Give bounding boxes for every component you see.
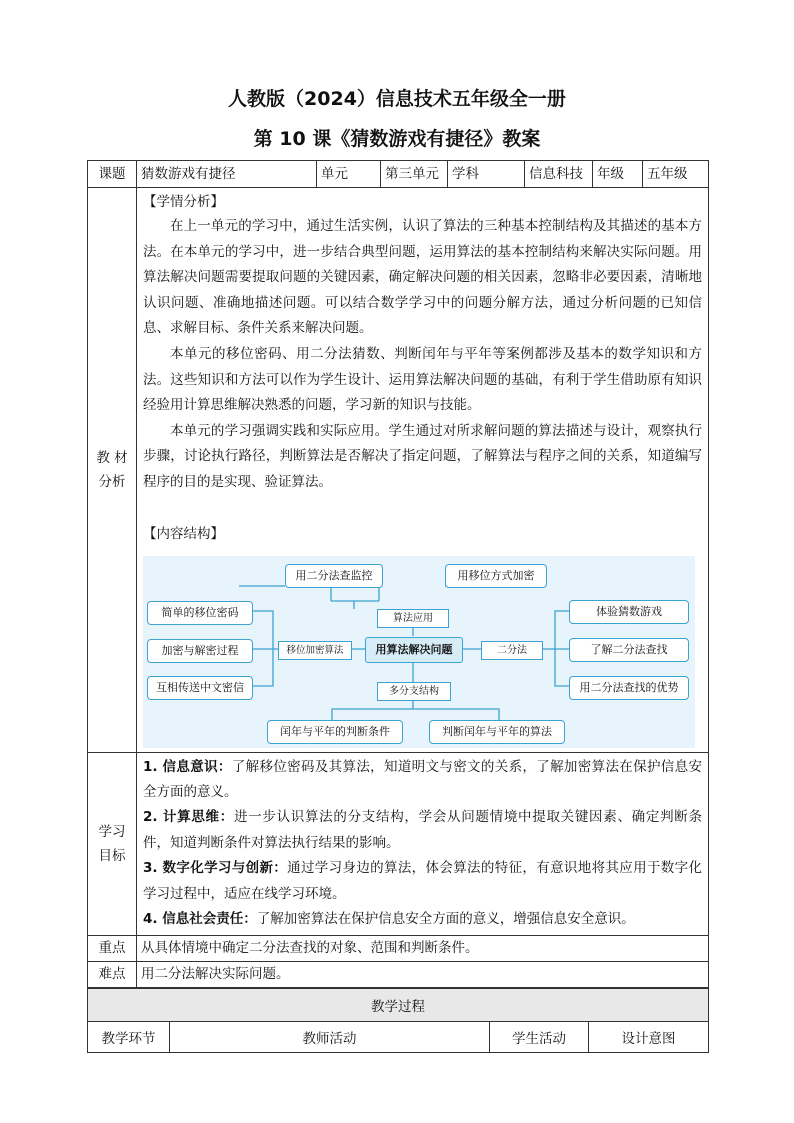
document-title: 人教版（2024）信息技术五年级全一册 [228, 88, 566, 110]
box-bottom-left: 闰年与平年的判断条件 [267, 720, 403, 744]
label-bottom: 多分支结构 [377, 682, 451, 701]
analysis-label-line1: 教 材 [96, 449, 128, 466]
goal-title: 4. 信息社会责任： [143, 910, 257, 927]
analysis-paragraph: 本单元的移位密码、用二分法猜数、判断闰年与平年等案例都涉及基本的数学知识和方法。这些知识和方法可以作为学生设计、运用算法解决问题的基础，有利于学生借助原有知识经验用计算思维解决熟悉的问题，学习新的知识与技能。 [143, 345, 702, 414]
info-row [88, 161, 709, 188]
analysis-content [137, 188, 709, 753]
right-item-3: 用二分法查找的优势 [569, 676, 689, 700]
lesson-title: 第 10 课《猜数游戏有捷径》教案 [253, 128, 541, 150]
goals-label-line1: 学习 [98, 823, 126, 840]
goals-label-line2: 目标 [98, 847, 126, 864]
process-columns-row [88, 1021, 709, 1052]
analysis-label [88, 188, 137, 753]
left-item-2: 加密与解密过程 [147, 639, 253, 663]
analysis-paragraph: 本单元的学习强调实践和实际应用。学生通过对所求解问题的算法描述与设计，观察执行步骤，讨论执行路径，判断算法是否解决了指定问题，了解算法与程序之间的关系，知道编写程序的目的是实现、验证算法。 [143, 422, 702, 490]
unit-value: 第三单元 [381, 161, 448, 188]
left-item-3: 互相传送中文密信 [147, 676, 253, 700]
box-bottom-right: 判断闰年与平年的算法 [429, 720, 565, 744]
subject-label: 学科 [448, 161, 525, 188]
goals-row [88, 752, 709, 935]
process-header: 教学过程 [88, 988, 709, 1021]
label-left-connector: 移位加密算法 [278, 641, 352, 660]
difficulty-row [88, 961, 709, 987]
box-center: 用算法解决问题 [365, 637, 463, 663]
subject-value: 信息科技 [525, 161, 593, 188]
goal-title: 3. 数字化学习与创新： [143, 860, 288, 877]
grade-label: 年级 [593, 161, 643, 188]
process-header-row [88, 988, 709, 1021]
key-point-label: 重点 [88, 935, 137, 961]
lesson-value: 猜数游戏有捷径 [137, 161, 317, 188]
label-app: 算法应用 [377, 609, 449, 628]
goal-item [143, 755, 702, 806]
goal-text: 了解加密算法在保护信息安全方面的意义，增强信息安全意识。 [256, 910, 635, 927]
content-structure-diagram [143, 556, 695, 748]
right-item-2: 了解二分法查找 [569, 638, 689, 662]
box-top-left: 用二分法查监控 [285, 564, 383, 588]
analysis-paragraph: 在上一单元的学习中，通过生活实例，认识了算法的三种基本控制结构及其描述的基本方法。在本单元的学习中，进一步结合典型问题，运用算法的基本控制结构来解决实际问题。用算法解决问题需要提取问题的关键因素，确定解决问题的相关因素，忽略非必要因素，清晰地认识问题、准确地描述问题。可以结合数学学习中的问题分解方法，通过分析问题的已知信息、求解目标、条件关系来解决问题。 [143, 218, 702, 337]
lesson-label: 课题 [88, 161, 137, 188]
difficulty-text: 用二分法解决实际问题。 [137, 961, 709, 987]
unit-label: 单元 [317, 161, 381, 188]
box-top-right: 用移位方式加密 [445, 564, 547, 588]
goals-content [137, 752, 709, 935]
goal-text: 通过学习身边的算法，体会算法的特征，有意识地将其应用于数字化学习过程中，适应在线学习环境。 [143, 860, 702, 902]
goals-label [88, 752, 137, 935]
label-right-connector: 二分法 [481, 641, 543, 660]
goal-title: 1. 信息意识： [143, 758, 232, 775]
content-structure-heading: 【内容结构】 [143, 525, 224, 542]
key-point-row [88, 935, 709, 961]
left-item-1: 简单的移位密码 [147, 601, 253, 625]
goal-item [143, 907, 702, 932]
column-header: 设计意图 [589, 1021, 709, 1052]
column-header: 教师活动 [170, 1021, 490, 1052]
goal-text: 进一步认识算法的分支结构，学会从问题情境中提取关键因素、确定判断条件，知道判断条件对算法执行结果的影响。 [143, 809, 702, 851]
right-item-1: 体验猜数游戏 [569, 600, 689, 624]
difficulty-label: 难点 [88, 961, 137, 987]
column-header: 学生活动 [490, 1021, 589, 1052]
analysis-row [88, 188, 709, 753]
lesson-plan-table [87, 160, 708, 1053]
goal-item [143, 856, 702, 907]
goal-text: 了解移位密码及其算法，知道明文与密文的关系，了解加密算法在保护信息安全方面的意义。 [143, 758, 702, 800]
learner-analysis-heading: 【学情分析】 [143, 194, 224, 210]
key-point-text: 从具体情境中确定二分法查找的对象、范围和判断条件。 [137, 935, 709, 961]
goal-title: 2. 计算思维： [143, 809, 234, 826]
column-header: 教学环节 [88, 1021, 170, 1052]
goal-item [143, 805, 702, 856]
analysis-label-line2: 分析 [98, 473, 126, 490]
grade-value: 五年级 [643, 161, 709, 188]
